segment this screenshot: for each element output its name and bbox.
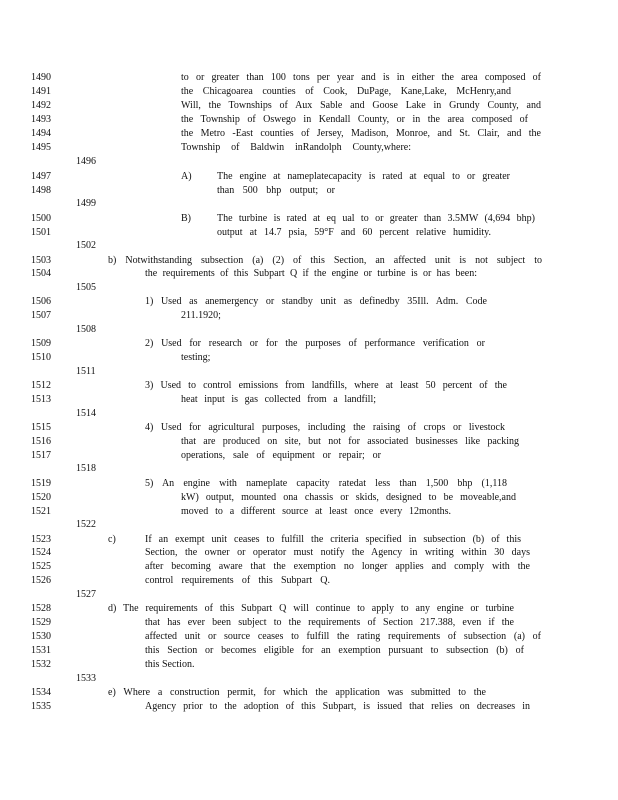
line-number: 1528 bbox=[31, 603, 51, 614]
line-number: 1495 bbox=[31, 142, 51, 153]
line-number: 1494 bbox=[31, 128, 51, 139]
line bbox=[0, 644, 618, 658]
line-text: The turbine is rated at eq ual to or greater than 3.5MW (4,694 bhp) bbox=[217, 213, 535, 224]
line-number: 1517 bbox=[31, 450, 51, 461]
line-text: after becoming aware that the exemption no longer applies and comply with the bbox=[145, 561, 530, 572]
line-text: 4) Used for agricultural purposes, including the raising of crops or livestock bbox=[145, 422, 505, 433]
line bbox=[0, 141, 618, 155]
line-text: the requirements of this Subpart Q if the engine or turbine is or has been: bbox=[145, 268, 477, 279]
line-number: 1500 bbox=[31, 213, 51, 224]
line-text: 211.1920; bbox=[181, 310, 221, 321]
line-text: the Township of Oswego in Kendall County, or in the area composed of bbox=[181, 114, 528, 125]
line bbox=[0, 127, 618, 141]
line-number: 1521 bbox=[31, 506, 51, 517]
line-number: 1533 bbox=[76, 673, 96, 684]
line-text: The engine at nameplatecapacity is rated at equal to or greater bbox=[217, 171, 510, 182]
line-number: 1530 bbox=[31, 631, 51, 642]
line-text: e) Where a construction permit, for which the application was submitted to the bbox=[108, 687, 486, 698]
line bbox=[0, 184, 618, 198]
line-number: 1534 bbox=[31, 687, 51, 698]
line-text: affected unit or source ceases to fulfill the rating requirements of subsection (a) of bbox=[145, 631, 541, 642]
line-text: kW) output, mounted ona chassis or skids, designed to be moveable,and bbox=[181, 492, 516, 503]
line-number: 1532 bbox=[31, 659, 51, 670]
line bbox=[0, 393, 618, 407]
line bbox=[0, 560, 618, 574]
line bbox=[0, 588, 618, 602]
line-number: 1515 bbox=[31, 422, 51, 433]
line-number: 1497 bbox=[31, 171, 51, 182]
line-number: 1492 bbox=[31, 100, 51, 111]
line bbox=[0, 672, 618, 686]
line-number: 1526 bbox=[31, 575, 51, 586]
line bbox=[0, 71, 618, 85]
line bbox=[0, 574, 618, 588]
line bbox=[0, 630, 618, 644]
line bbox=[0, 337, 618, 351]
line-text: 2) Used for research or for the purposes of performance verification or bbox=[145, 338, 485, 349]
line bbox=[0, 212, 618, 226]
line bbox=[0, 226, 618, 240]
line bbox=[0, 477, 618, 491]
line bbox=[0, 85, 618, 99]
line bbox=[0, 113, 618, 127]
line-number: 1491 bbox=[31, 86, 51, 97]
line-text: to or greater than 100 tons per year and is in either the area composed of bbox=[181, 72, 541, 83]
line bbox=[0, 518, 618, 532]
line bbox=[0, 323, 618, 337]
line-number: 1506 bbox=[31, 296, 51, 307]
line bbox=[0, 155, 618, 169]
line bbox=[0, 351, 618, 365]
line bbox=[0, 602, 618, 616]
line-number: 1508 bbox=[76, 324, 96, 335]
line bbox=[0, 379, 618, 393]
line bbox=[0, 365, 618, 379]
list-marker: B) bbox=[181, 213, 191, 224]
line bbox=[0, 700, 618, 714]
list-marker: A) bbox=[181, 171, 192, 182]
line-number: 1527 bbox=[76, 589, 96, 600]
line-number: 1513 bbox=[31, 394, 51, 405]
list-marker: c) bbox=[108, 534, 116, 545]
line-text: d) The requirements of this Subpart Q will continue to apply to any engine or turbine bbox=[108, 603, 514, 614]
line-number: 1498 bbox=[31, 185, 51, 196]
line-number: 1490 bbox=[31, 72, 51, 83]
line-text: output at 14.7 psia, 59°F and 60 percent relative humidity. bbox=[217, 227, 491, 238]
line-number: 1531 bbox=[31, 645, 51, 656]
line-text: control requirements of this Subpart Q. bbox=[145, 575, 330, 586]
line-number: 1525 bbox=[31, 561, 51, 572]
line-number: 1505 bbox=[76, 282, 96, 293]
line bbox=[0, 421, 618, 435]
line bbox=[0, 407, 618, 421]
line-text: Will, the Townships of Aux Sable and Goose Lake in Grundy County, and bbox=[181, 100, 541, 111]
line-number: 1522 bbox=[76, 519, 96, 530]
line bbox=[0, 254, 618, 268]
line bbox=[0, 281, 618, 295]
line-text: heat input is gas collected from a landfill; bbox=[181, 394, 376, 405]
line-text: Section, the owner or operator must notify the Agency in writing within 30 days bbox=[145, 547, 530, 558]
line-text: b) Notwithstanding subsection (a) (2) of this Section, an affected unit is not subject to bbox=[108, 255, 542, 266]
line-text: the Chicagoarea counties of Cook, DuPage, Kane,Lake, McHenry,and bbox=[181, 86, 511, 97]
line-number: 1501 bbox=[31, 227, 51, 238]
line-number: 1516 bbox=[31, 436, 51, 447]
line-number: 1499 bbox=[76, 198, 96, 209]
line bbox=[0, 99, 618, 113]
line bbox=[0, 239, 618, 253]
line-text: moved to a different source at least once every 12months. bbox=[181, 506, 451, 517]
line-text: 1) Used as anemergency or standby unit as definedby 35Ill. Adm. Code bbox=[145, 296, 487, 307]
line-text: 3) Used to control emissions from landfills, where at least 50 percent of the bbox=[145, 380, 507, 391]
line-number: 1535 bbox=[31, 701, 51, 712]
line-number: 1512 bbox=[31, 380, 51, 391]
line bbox=[0, 686, 618, 700]
line-text: this Section. bbox=[145, 659, 195, 670]
line-number: 1518 bbox=[76, 463, 96, 474]
line-text: operations, sale of equipment or repair; or bbox=[181, 450, 381, 461]
line bbox=[0, 309, 618, 323]
line-text: than 500 bhp output; or bbox=[217, 185, 335, 196]
line-number: 1523 bbox=[31, 534, 51, 545]
line bbox=[0, 533, 618, 547]
line bbox=[0, 546, 618, 560]
line bbox=[0, 170, 618, 184]
line-text: If an exempt unit ceases to fulfill the criteria specified in subsection (b) of this bbox=[145, 534, 521, 545]
line bbox=[0, 435, 618, 449]
line-number: 1529 bbox=[31, 617, 51, 628]
line-number: 1511 bbox=[76, 366, 96, 377]
line bbox=[0, 462, 618, 476]
line bbox=[0, 197, 618, 211]
line-number: 1502 bbox=[76, 240, 96, 251]
line-text: that has ever been subject to the requirements of Section 217.388, even if the bbox=[145, 617, 514, 628]
line-text: 5) An engine with nameplate capacity ratedat less than 1,500 bhp (1,118 bbox=[145, 478, 507, 489]
line-text: testing; bbox=[181, 352, 211, 363]
line bbox=[0, 449, 618, 463]
line-number: 1493 bbox=[31, 114, 51, 125]
line bbox=[0, 658, 618, 672]
line bbox=[0, 295, 618, 309]
line-text: Township of Baldwin inRandolph County,where: bbox=[181, 142, 411, 153]
line-number: 1514 bbox=[76, 408, 96, 419]
line-number: 1496 bbox=[76, 156, 96, 167]
line-text: this Section or becomes eligible for an exemption pursuant to subsection (b) of bbox=[145, 645, 524, 656]
line-number: 1520 bbox=[31, 492, 51, 503]
line-number: 1510 bbox=[31, 352, 51, 363]
line-text: Agency prior to the adoption of this Subpart, is issued that relies on decreases in bbox=[145, 701, 530, 712]
line-text: that are produced on site, but not for associated businesses like packing bbox=[181, 436, 519, 447]
line-number: 1524 bbox=[31, 547, 51, 558]
line-number: 1503 bbox=[31, 255, 51, 266]
line-number: 1519 bbox=[31, 478, 51, 489]
line bbox=[0, 267, 618, 281]
line bbox=[0, 491, 618, 505]
line bbox=[0, 505, 618, 519]
line-number: 1504 bbox=[31, 268, 51, 279]
line-number: 1507 bbox=[31, 310, 51, 321]
line-text: the Metro -East counties of Jersey, Madison, Monroe, and St. Clair, and the bbox=[181, 128, 541, 139]
line bbox=[0, 616, 618, 630]
line-number: 1509 bbox=[31, 338, 51, 349]
